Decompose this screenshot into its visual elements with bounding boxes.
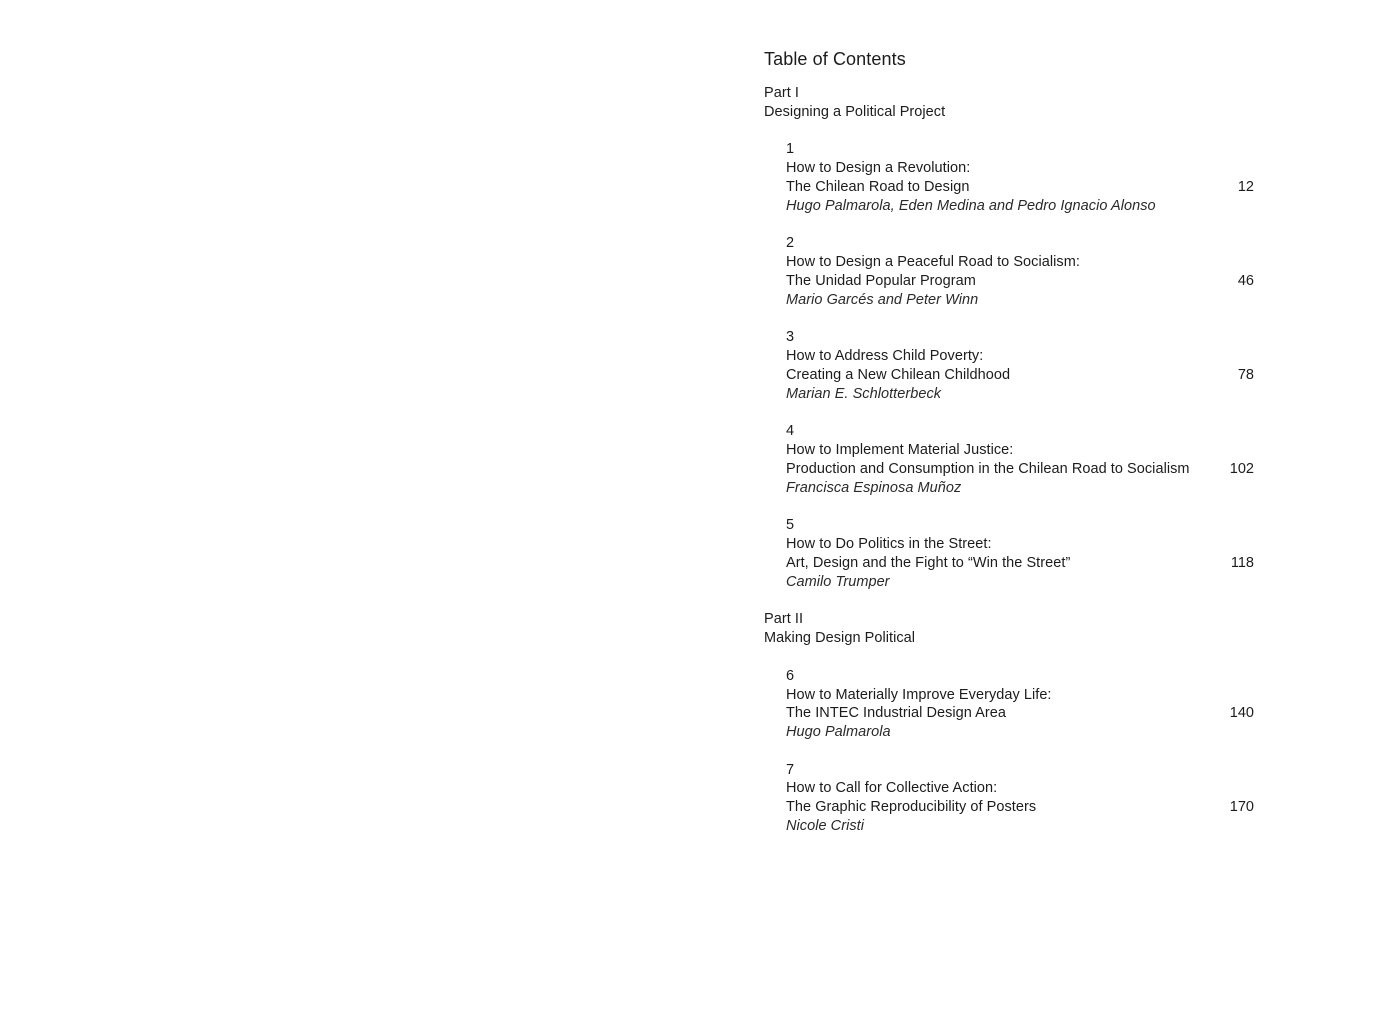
table-of-contents bbox=[764, 46, 1336, 855]
chapter-7[interactable] bbox=[786, 761, 1332, 836]
part-label: Part I bbox=[764, 85, 799, 101]
chapter-5[interactable] bbox=[786, 516, 1332, 591]
chapter-4[interactable] bbox=[786, 422, 1332, 497]
chapter-subtitle: The Chilean Road to Design bbox=[786, 178, 970, 195]
chapter-3[interactable] bbox=[786, 328, 1332, 403]
right-page bbox=[700, 0, 1400, 1018]
chapter-number: 3 bbox=[786, 329, 795, 346]
chapter-title: How to Design a Revolution: bbox=[786, 160, 971, 177]
chapter-authors: Hugo Palmarola bbox=[786, 724, 891, 741]
chapter-subtitle: The INTEC Industrial Design Area bbox=[786, 705, 1006, 722]
chapter-number: 6 bbox=[786, 667, 795, 684]
chapter-page-number: 78 bbox=[1237, 366, 1254, 383]
chapter-title: How to Design a Peaceful Road to Socialism: bbox=[786, 254, 1080, 271]
part-title: Designing a Political Project bbox=[764, 103, 946, 120]
chapter-title: How to Address Child Poverty: bbox=[786, 348, 984, 365]
chapter-number: 1 bbox=[786, 141, 795, 158]
chapter-number: 2 bbox=[786, 235, 795, 252]
chapter-page-number: 170 bbox=[1229, 799, 1254, 816]
chapter-number: 4 bbox=[786, 423, 795, 440]
chapter-2[interactable] bbox=[786, 234, 1332, 309]
chapter-authors: Marian E. Schlotterbeck bbox=[786, 385, 942, 402]
part-title: Making Design Political bbox=[764, 630, 916, 647]
chapter-1[interactable] bbox=[786, 140, 1332, 215]
chapter-title: How to Implement Material Justice: bbox=[786, 442, 1014, 459]
part-2-heading bbox=[764, 610, 1336, 648]
part-1-heading bbox=[764, 84, 1336, 122]
chapter-subtitle: The Unidad Popular Program bbox=[786, 272, 976, 289]
chapter-page-number: 46 bbox=[1237, 272, 1254, 289]
chapter-page-number: 140 bbox=[1229, 705, 1254, 722]
chapter-page-number: 118 bbox=[1230, 554, 1254, 571]
chapter-authors: Mario Garcés and Peter Winn bbox=[786, 291, 979, 308]
chapter-number: 7 bbox=[786, 761, 795, 778]
chapter-subtitle: Creating a New Chilean Childhood bbox=[786, 366, 1011, 383]
toc-title: Table of Contents bbox=[764, 49, 906, 69]
chapter-subtitle: Production and Consumption in the Chilean Road to Socialism bbox=[786, 460, 1190, 477]
chapter-authors: Francisca Espinosa Muñoz bbox=[786, 479, 962, 496]
chapter-authors: Nicole Cristi bbox=[786, 818, 864, 835]
chapter-number: 5 bbox=[786, 517, 795, 534]
part-label: Part II bbox=[764, 611, 804, 628]
chapter-page-number: 102 bbox=[1229, 460, 1254, 477]
chapter-title: How to Do Politics in the Street: bbox=[786, 536, 992, 553]
chapter-authors: Camilo Trumper bbox=[786, 573, 890, 590]
chapter-title: How to Call for Collective Action: bbox=[786, 780, 998, 797]
chapter-page-number: 12 bbox=[1237, 178, 1254, 195]
chapter-subtitle: Art, Design and the Fight to “Win the Street” bbox=[786, 554, 1071, 571]
chapter-authors: Hugo Palmarola, Eden Medina and Pedro Ignacio Alonso bbox=[786, 197, 1156, 214]
chapter-title: How to Materially Improve Everyday Life: bbox=[786, 686, 1052, 703]
chapter-subtitle: The Graphic Reproducibility of Posters bbox=[786, 799, 1037, 816]
chapter-6[interactable] bbox=[786, 667, 1332, 742]
